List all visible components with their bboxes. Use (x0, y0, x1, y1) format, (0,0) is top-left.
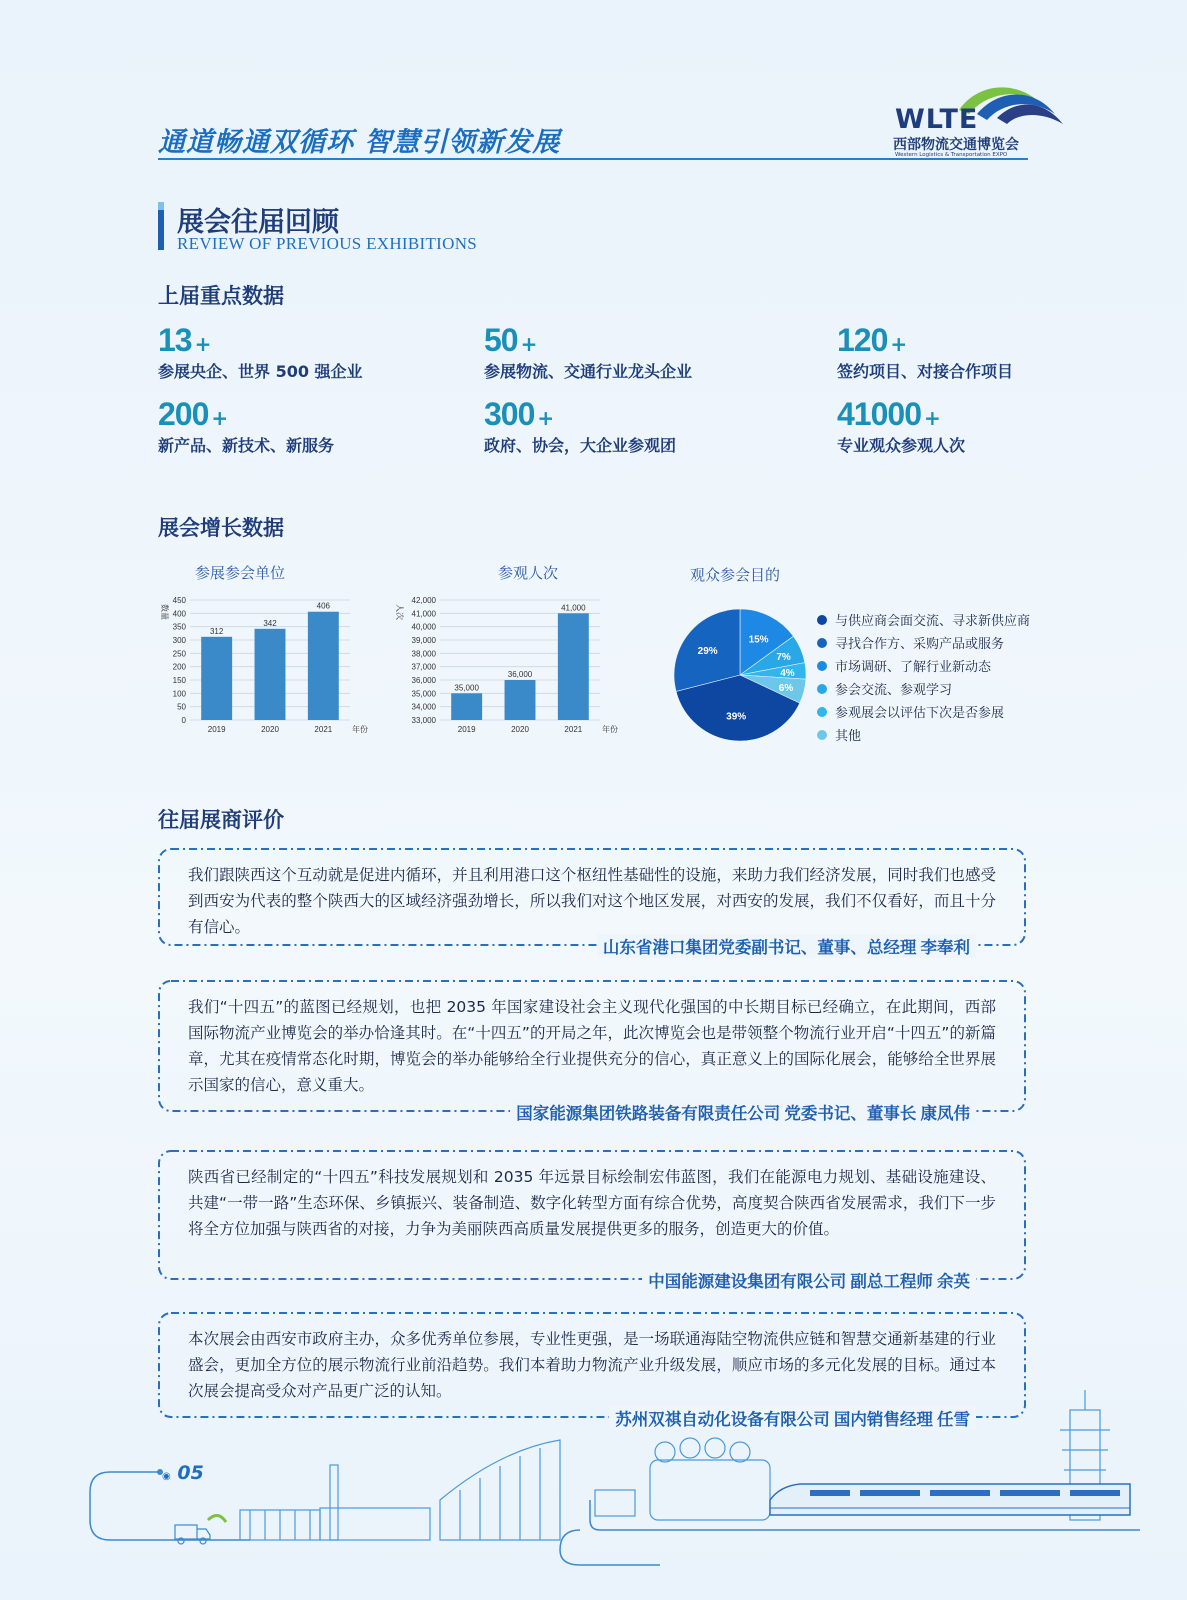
y-tick-label: 350 (172, 622, 186, 632)
x-axis-label: 年份 (352, 725, 368, 734)
review-card (158, 1150, 1026, 1291)
y-tick-label: 100 (172, 689, 186, 699)
pie-slice-label: 6% (778, 682, 794, 694)
stat-label: 新产品、新技术、新服务 (158, 436, 335, 455)
legend-item (817, 677, 1030, 700)
y-tick-label: 400 (172, 609, 186, 619)
y-tick-label: 50 (177, 702, 186, 712)
page-number: ◉ 05 (162, 1462, 204, 1484)
stat-number: 200 (158, 396, 209, 432)
wlte-logo (895, 80, 1070, 160)
stat-item (484, 396, 676, 456)
bar-data-label: 35,000 (454, 683, 479, 693)
pie-slice-label: 29% (697, 645, 718, 657)
stat-plus: + (923, 406, 941, 430)
key-data-heading: 上届重点数据 (158, 284, 284, 308)
page-slogan: 通道畅通双循环 智慧引领新发展 (158, 127, 561, 158)
bar (558, 613, 589, 720)
bar-data-label: 36,000 (507, 670, 533, 679)
legend-label: 寻找合作方、采购产品或服务 (835, 637, 1005, 652)
stat-number: 41000 (837, 396, 921, 432)
footer-skyline-illustration (0, 1390, 1187, 1600)
x-tick-label: 2020 (511, 725, 529, 734)
stat-plus: + (890, 332, 908, 356)
legend-swatch (817, 707, 827, 717)
stat-label: 专业观众参观人次 (837, 436, 966, 455)
review-text: 本次展会由西安市政府主办，众多优秀单位参展，专业性更强，是一场联通海陆空物流供应链和智慧交通新基建的行业盛会，更加全方位的展示物流行业前沿趋势。我们本着助力物流产业升级发展，顺应市场的多元化发展的目标。通过本次展会提高受众对产品更广泛的认知。 (188, 1330, 996, 1400)
stat-plus: + (520, 332, 538, 356)
y-tick-label: 150 (172, 676, 186, 685)
legend-label: 参观展会以评估下次是否参展 (835, 706, 1005, 721)
logo-chinese-name: 西部物流交通博览会 (893, 137, 1019, 153)
stat-plus: + (211, 406, 229, 430)
stat-label: 政府、协会，大企业参观团 (484, 436, 677, 455)
y-axis-label: 人次 (395, 604, 404, 620)
y-tick-label: 35,000 (411, 689, 436, 699)
review-signature: 山东省港口集团党委副书记、董事、总经理 李奉利 (597, 934, 976, 958)
y-tick-label: 38,000 (411, 649, 436, 659)
stat-label: 参展央企、世界 500 强企业 (158, 362, 363, 381)
legend-swatch (817, 661, 827, 671)
section-title: 展会往届回顾 (177, 207, 339, 238)
review-card (158, 848, 1026, 957)
bar (201, 637, 232, 720)
stat-item (837, 396, 965, 456)
y-tick-label: 37,000 (411, 662, 436, 672)
bar (451, 693, 482, 720)
y-tick-label: 450 (172, 596, 186, 605)
purpose-pie-chart (670, 605, 810, 745)
legend-label: 与供应商会面交流、寻求新供应商 (835, 614, 1031, 629)
y-tick-label: 34,000 (411, 702, 436, 712)
legend-item (817, 631, 1030, 654)
x-tick-label: 2021 (314, 725, 333, 734)
review-text: 我们跟陕西这个互动就是促进内循环，并且利用港口这个枢纽性基础性的设施，来助力我们经济发展，同时我们也感受到西安为代表的整个陕西大的区域经济强劲增长，所以我们对这个地区发展，对西安的发展，我们不仅看好，而且十分有信心。 (188, 866, 996, 936)
stat-number: 13 (158, 322, 192, 358)
bar-data-label: 312 (209, 626, 224, 636)
x-tick-label: 2019 (457, 725, 476, 734)
bar (308, 612, 339, 720)
legend-item (817, 608, 1030, 631)
pie-slice-label: 4% (780, 668, 795, 680)
stat-number: 50 (484, 322, 518, 358)
bar (255, 629, 286, 720)
y-tick-label: 250 (172, 649, 186, 659)
stat-label: 参展物流、交通行业龙头企业 (484, 362, 693, 381)
y-tick-label: 40,000 (411, 622, 436, 632)
stat-plus: + (194, 332, 212, 356)
x-tick-label: 2019 (207, 725, 226, 734)
logo-english-name: Western Logistics & Transportation EXPO (895, 152, 1008, 158)
review-text: 陕西省已经制定的“十四五”科技发展规划和 2035 年远景目标绘制宏伟蓝图，我们在能源电力规划、基础设施建设、共建“一带一路”生态环保、乡镇振兴、装备制造、数字化转型方面有综合优势，高度契合陕西省发展需求，我们下一步将全方位加强与陕西省的对接，力争为美丽陕西高质量发展提供更多的服务，创造更大的价值。 (188, 1168, 996, 1238)
logo-wordmark: WLTE (895, 104, 979, 135)
stat-item (484, 322, 692, 382)
review-signature: 苏州双祺自动化设备有限公司 国内销售经理 任雪 (609, 1406, 976, 1430)
stat-label: 签约项目、对接合作项目 (837, 362, 1014, 381)
bar-data-label: 41,000 (561, 603, 586, 613)
legend-swatch (817, 730, 827, 740)
bar-data-label: 406 (316, 601, 331, 611)
y-tick-label: 41,000 (411, 609, 436, 619)
page-number-marker-icon: ◉ (162, 1471, 171, 1482)
review-text: 我们“十四五”的蓝图已经规划，也把 2035 年国家建设社会主义现代化强国的中长期目标已经确立，在此期间，西部国际物流产业博览会的举办恰逢其时。在“十四五”的开局之年，此次博览会也是带领整个物流行业开启“十四五”的新篇章，尤其在疫情常态化时期，博览会的举办能够给全行业提供充分的信心，真正意义上的国际化展会，能够给全世界展示国家的信心，意义重大。 (188, 998, 996, 1094)
section-title-bar-accent (158, 202, 164, 210)
legend-label: 其他 (835, 729, 862, 744)
legend-swatch (817, 684, 827, 694)
bar (505, 680, 536, 720)
pie-slice-label: 15% (748, 634, 769, 646)
y-tick-label: 33,000 (411, 716, 436, 725)
legend-swatch (817, 638, 827, 648)
legend-item (817, 700, 1030, 723)
stat-item (158, 322, 363, 382)
visitors-chart-title: 参观人次 (498, 564, 559, 582)
stat-plus: + (537, 406, 555, 430)
legend-label: 市场调研、了解行业新动态 (835, 660, 992, 675)
legend-item (817, 723, 1030, 746)
x-tick-label: 2021 (564, 725, 583, 734)
exhibitors-chart-title: 参展参会单位 (195, 564, 286, 582)
legend-label: 参会交流、参观学习 (835, 683, 953, 698)
y-tick-label: 200 (172, 662, 186, 672)
y-axis-label: 数量 (160, 604, 169, 620)
growth-data-heading: 展会增长数据 (158, 516, 284, 540)
y-tick-label: 36,000 (411, 676, 436, 685)
x-tick-label: 2020 (261, 725, 279, 734)
review-signature: 国家能源集团铁路装备有限责任公司 党委书记、董事长 康凤伟 (510, 1100, 976, 1124)
stat-number: 300 (484, 396, 535, 432)
bar-data-label: 342 (263, 618, 277, 628)
stat-item (837, 322, 1013, 382)
pie-legend (817, 608, 1030, 746)
section-subtitle-en: REVIEW OF PREVIOUS EXHIBITIONS (177, 234, 478, 253)
y-tick-label: 0 (181, 716, 186, 725)
legend-item (817, 654, 1030, 677)
reviews-heading: 往届展商评价 (158, 808, 284, 832)
exhibitors-bar-chart (160, 588, 370, 758)
y-tick-label: 39,000 (411, 636, 436, 645)
pie-slice-label: 7% (776, 652, 791, 664)
x-axis-label: 年份 (602, 725, 618, 734)
stat-number: 120 (837, 322, 888, 358)
legend-swatch (817, 615, 827, 625)
review-signature: 中国能源建设集团有限公司 副总工程师 余英 (642, 1268, 976, 1292)
y-tick-label: 300 (172, 636, 186, 645)
y-tick-label: 42,000 (411, 596, 436, 605)
stat-item (158, 396, 334, 456)
pie-slice-label: 39% (726, 711, 747, 723)
purpose-chart-title: 观众参会目的 (690, 566, 781, 584)
visitors-bar-chart (395, 588, 625, 758)
review-card (158, 980, 1026, 1123)
